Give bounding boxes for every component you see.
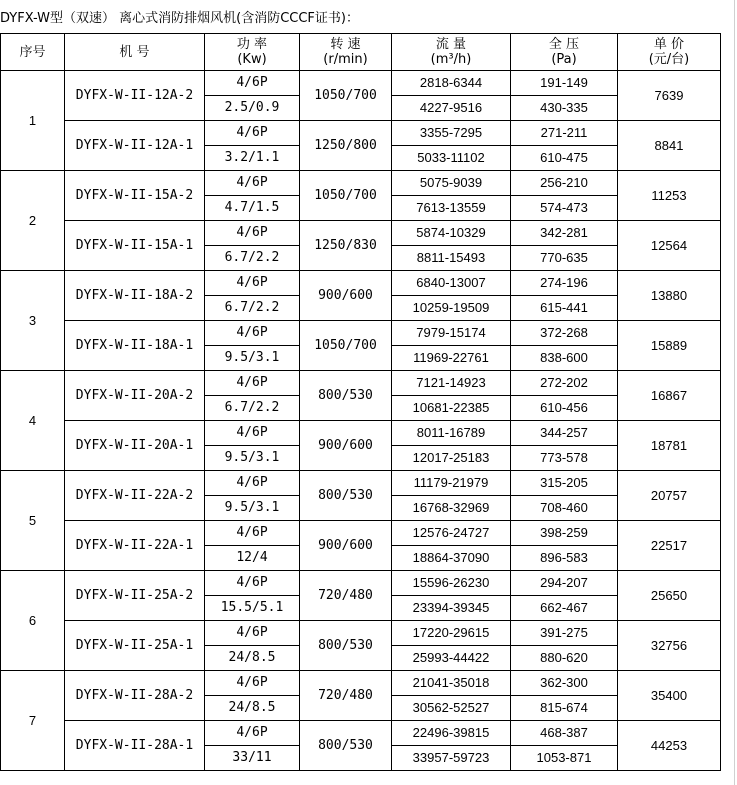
model-number: DYFX-W-II-18A-1 [65,321,205,371]
flow-value: 12576-24727 [392,521,511,546]
table-row [1,571,721,596]
pressure-value: 838-600 [511,346,618,371]
flow-value: 22496-39815 [392,721,511,746]
sequence-number: 4 [1,371,65,471]
power-value: 4/6P [205,521,300,546]
pressure-value: 770-635 [511,246,618,271]
power-value: 4/6P [205,171,300,196]
speed-value: 1250/830 [300,221,392,271]
flow-value: 7613-13559 [392,196,511,221]
flow-value: 17220-29615 [392,621,511,646]
pressure-value: 272-202 [511,371,618,396]
header-price: 单 价 (元/台) [618,34,721,71]
flow-value: 7121-14923 [392,371,511,396]
model-number: DYFX-W-II-20A-1 [65,421,205,471]
table-row [1,171,721,196]
price-value: 7639 [618,71,721,121]
pressure-value: 391-275 [511,621,618,646]
flow-value: 30562-52527 [392,696,511,721]
power-value: 4/6P [205,471,300,496]
pressure-value: 815-674 [511,696,618,721]
model-number: DYFX-W-II-18A-2 [65,271,205,321]
pressure-value: 610-456 [511,396,618,421]
table-row [1,321,721,346]
price-value: 20757 [618,471,721,521]
flow-value: 5874-10329 [392,221,511,246]
pressure-value: 372-268 [511,321,618,346]
pressure-value: 468-387 [511,721,618,746]
pressure-value: 708-460 [511,496,618,521]
speed-value: 1050/700 [300,171,392,221]
model-number: DYFX-W-II-20A-2 [65,371,205,421]
power-value: 4/6P [205,421,300,446]
pressure-value: 271-211 [511,121,618,146]
power-value: 9.5/3.1 [205,446,300,471]
price-value: 15889 [618,321,721,371]
price-value: 11253 [618,171,721,221]
pressure-value: 344-257 [511,421,618,446]
price-value: 12564 [618,221,721,271]
flow-value: 8011-16789 [392,421,511,446]
speed-value: 800/530 [300,471,392,521]
speed-value: 1050/700 [300,71,392,121]
speed-value: 900/600 [300,271,392,321]
pressure-value: 574-473 [511,196,618,221]
pressure-value: 274-196 [511,271,618,296]
price-value: 25650 [618,571,721,621]
sequence-number: 3 [1,271,65,371]
flow-value: 12017-25183 [392,446,511,471]
power-value: 2.5/0.9 [205,96,300,121]
power-value: 15.5/5.1 [205,596,300,621]
flow-value: 10259-19509 [392,296,511,321]
flow-value: 5033-11102 [392,146,511,171]
price-value: 8841 [618,121,721,171]
power-value: 4/6P [205,571,300,596]
pressure-value: 430-335 [511,96,618,121]
speed-value: 800/530 [300,621,392,671]
power-value: 4/6P [205,71,300,96]
power-value: 4.7/1.5 [205,196,300,221]
pressure-value: 398-259 [511,521,618,546]
pressure-value: 1053-871 [511,746,618,771]
power-value: 9.5/3.1 [205,346,300,371]
power-value: 4/6P [205,371,300,396]
table-row [1,371,721,396]
power-value: 6.7/2.2 [205,246,300,271]
price-value: 13880 [618,271,721,321]
power-value: 4/6P [205,621,300,646]
sequence-number: 7 [1,671,65,771]
power-value: 4/6P [205,221,300,246]
flow-value: 11969-22761 [392,346,511,371]
flow-value: 2818-6344 [392,71,511,96]
sequence-number: 6 [1,571,65,671]
speed-value: 1050/700 [300,321,392,371]
pressure-value: 342-281 [511,221,618,246]
price-value: 18781 [618,421,721,471]
model-number: DYFX-W-II-25A-2 [65,571,205,621]
flow-value: 11179-21979 [392,471,511,496]
power-value: 33/11 [205,746,300,771]
model-number: DYFX-W-II-12A-1 [65,121,205,171]
speed-value: 900/600 [300,421,392,471]
table-row [1,71,721,96]
speed-value: 720/480 [300,671,392,721]
table-row [1,221,721,246]
header-power: 功 率 (Kw) [205,34,300,71]
flow-value: 8811-15493 [392,246,511,271]
power-value: 12/4 [205,546,300,571]
flow-value: 10681-22385 [392,396,511,421]
sequence-number: 2 [1,171,65,271]
model-number: DYFX-W-II-22A-2 [65,471,205,521]
flow-value: 4227-9516 [392,96,511,121]
header-speed: 转 速 (r/min) [300,34,392,71]
table-row [1,121,721,146]
pressure-value: 662-467 [511,596,618,621]
flow-value: 5075-9039 [392,171,511,196]
pressure-value: 880-620 [511,646,618,671]
price-value: 32756 [618,621,721,671]
table-row [1,521,721,546]
model-number: DYFX-W-II-28A-1 [65,721,205,771]
flow-value: 3355-7295 [392,121,511,146]
model-number: DYFX-W-II-22A-1 [65,521,205,571]
power-value: 6.7/2.2 [205,296,300,321]
power-value: 4/6P [205,721,300,746]
table-row [1,621,721,646]
window-edge [734,0,735,785]
flow-value: 16768-32969 [392,496,511,521]
header-model: 机 号 [65,34,205,71]
table-row [1,421,721,446]
flow-value: 25993-44422 [392,646,511,671]
header-row [1,34,721,71]
flow-value: 23394-39345 [392,596,511,621]
speed-value: 800/530 [300,721,392,771]
flow-value: 21041-35018 [392,671,511,696]
header-seq: 序号 [1,34,65,71]
price-value: 35400 [618,671,721,721]
table-row [1,721,721,746]
model-number: DYFX-W-II-25A-1 [65,621,205,671]
model-number: DYFX-W-II-12A-2 [65,71,205,121]
power-value: 4/6P [205,121,300,146]
power-value: 9.5/3.1 [205,496,300,521]
pressure-value: 773-578 [511,446,618,471]
pressure-value: 615-441 [511,296,618,321]
speed-value: 800/530 [300,371,392,421]
model-number: DYFX-W-II-28A-2 [65,671,205,721]
model-number: DYFX-W-II-15A-1 [65,221,205,271]
pressure-value: 610-475 [511,146,618,171]
flow-value: 7979-15174 [392,321,511,346]
power-value: 3.2/1.1 [205,146,300,171]
pressure-value: 191-149 [511,71,618,96]
speed-value: 720/480 [300,571,392,621]
flow-value: 18864-37090 [392,546,511,571]
pressure-value: 362-300 [511,671,618,696]
model-number: DYFX-W-II-15A-2 [65,171,205,221]
table-row [1,271,721,296]
pressure-value: 256-210 [511,171,618,196]
power-value: 4/6P [205,671,300,696]
header-pressure: 全 压 (Pa) [511,34,618,71]
pressure-value: 896-583 [511,546,618,571]
speed-value: 1250/800 [300,121,392,171]
power-value: 6.7/2.2 [205,396,300,421]
flow-value: 33957-59723 [392,746,511,771]
header-flow: 流 量 (m³/h) [392,34,511,71]
table-row [1,671,721,696]
power-value: 4/6P [205,321,300,346]
table-row [1,471,721,496]
price-value: 16867 [618,371,721,421]
document-title: DYFX-W型（双速） 离心式消防排烟风机(含消防CCCF证书)： [0,11,359,26]
speed-value: 900/600 [300,521,392,571]
power-value: 4/6P [205,271,300,296]
sequence-number: 5 [1,471,65,571]
sequence-number: 1 [1,71,65,171]
power-value: 24/8.5 [205,696,300,721]
flow-value: 15596-26230 [392,571,511,596]
power-value: 24/8.5 [205,646,300,671]
flow-value: 6840-13007 [392,271,511,296]
pressure-value: 294-207 [511,571,618,596]
price-value: 44253 [618,721,721,771]
price-value: 22517 [618,521,721,571]
pressure-value: 315-205 [511,471,618,496]
price-table [0,33,721,771]
